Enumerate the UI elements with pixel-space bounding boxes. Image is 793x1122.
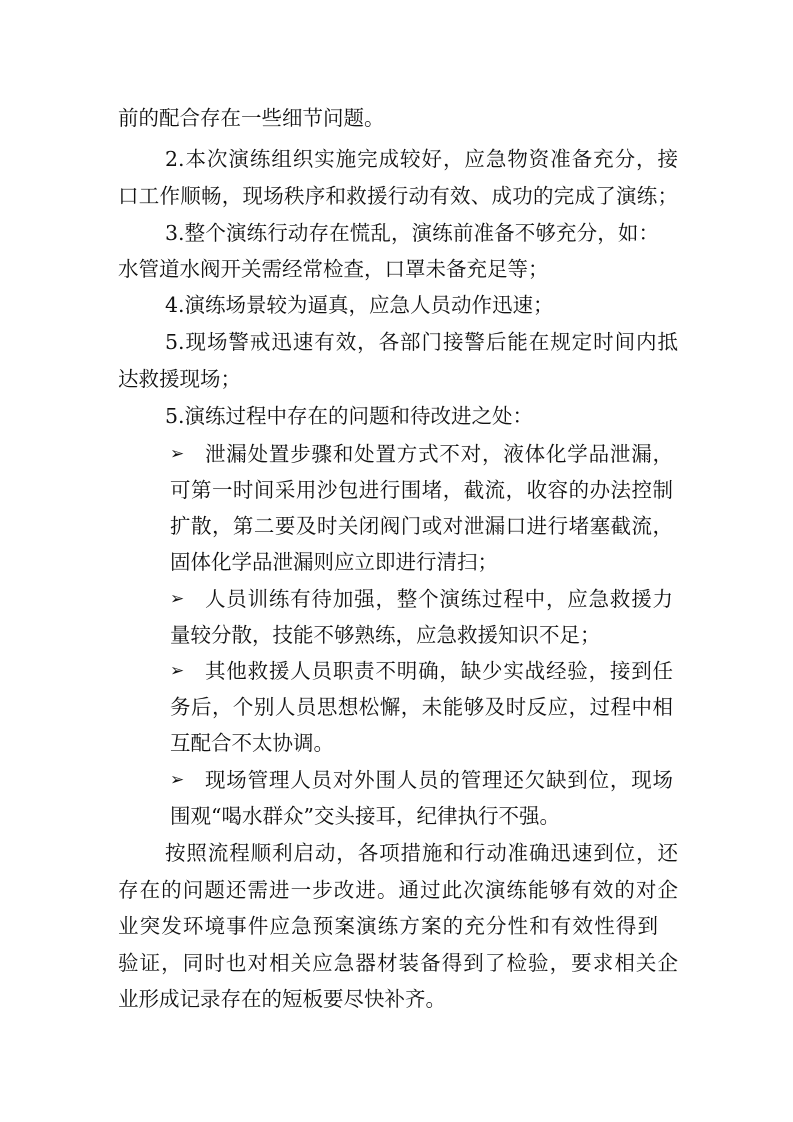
- list-item-line: 达救援现场；: [118, 367, 241, 391]
- conclusion-line: 业突发环境事件应急预案演练方案的充分性和有效性得到: [118, 914, 658, 938]
- bullet-line: 可第一时间采用沙包进行围堵，截流，收容的办法控制: [170, 478, 673, 502]
- bullet-line: 量较分散，技能不够熟练，应急救援知识不足；: [170, 623, 601, 647]
- list-item-line: 5.现场警戒迅速有效，各部门接警后能在规定时间内抵: [165, 330, 678, 354]
- continuation-line: 前的配合存在一些细节问题。: [118, 106, 385, 130]
- bullet-arrow-icon: ➢: [170, 444, 185, 464]
- bullet-arrow-icon: ➢: [170, 661, 185, 681]
- bullet-line: 务后，个别人员思想松懈，未能够及时反应，过程中相: [170, 695, 673, 719]
- bullet-line: 扩散，第二要及时关闭阀门或对泄漏口进行堵塞截流，: [170, 514, 673, 538]
- bullet-arrow-icon: ➢: [170, 770, 185, 790]
- list-item-line: 4.演练场景较为逼真，应急人员动作迅速；: [165, 293, 554, 317]
- conclusion-line: 业形成记录存在的短板要尽快补齐。: [118, 987, 446, 1011]
- list-item-line: 3.整个演练行动存在慌乱，演练前准备不够充分，如：: [165, 221, 659, 245]
- list-item-line: 2.本次演练组织实施完成较好，应急物资准备充分，接: [165, 147, 678, 171]
- bullet-arrow-icon: ➢: [170, 589, 185, 609]
- list-item-line: 水管道水阀开关需经常检查，口罩未备充足等；: [118, 257, 549, 281]
- bullet-line: 现场管理人员对外围人员的管理还欠缺到位，现场: [205, 768, 673, 792]
- conclusion-line: 按照流程顺利启动，各项措施和行动准确迅速到位，还: [165, 841, 678, 865]
- bullet-line: 人员训练有待加强，整个演练过程中，应急救援力: [205, 587, 673, 611]
- bullet-line: 互配合不太协调。: [170, 731, 334, 755]
- bullet-line: 固体化学品泄漏则应立即进行清扫；: [170, 550, 498, 574]
- list-item-line: 5.演练过程中存在的问题和待改进之处：: [165, 404, 534, 428]
- bullet-line: 泄漏处置步骤和处置方式不对，液体化学品泄漏，: [205, 442, 673, 466]
- bullet-line: 其他救援人员职责不明确，缺少实战经验，接到任: [205, 659, 673, 683]
- conclusion-line: 存在的问题还需进一步改进。通过此次演练能够有效的对企: [118, 878, 678, 902]
- list-item-line: 口工作顺畅，现场秩序和救援行动有效、成功的完成了演练；: [118, 184, 678, 208]
- bullet-line: 围观“喝水群众”交头接耳，纪律执行不强。: [170, 804, 560, 828]
- conclusion-line: 验证，同时也对相关应急器材装备得到了检验，要求相关企: [118, 951, 678, 975]
